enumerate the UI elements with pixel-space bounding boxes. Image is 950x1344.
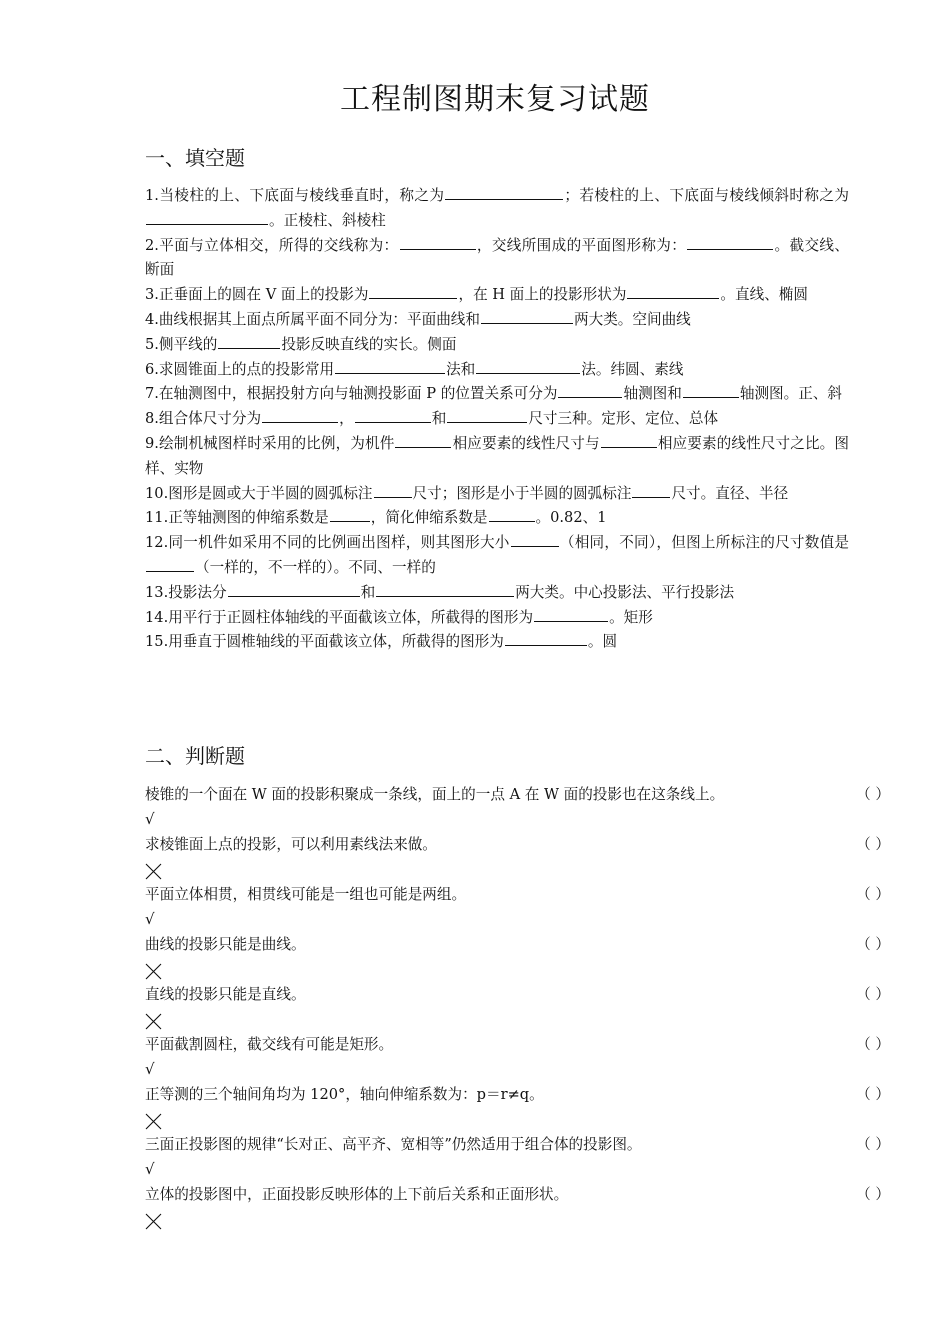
- answer-blank: [262, 408, 338, 423]
- fill-question-9: 9.绘制机械图样时采用的比例，为机件 相应要素的线性尺寸与 相应要素的线性尺寸之比。图样、实物: [145, 434, 849, 477]
- fill-question-15: 15.用垂直于圆椎轴线的平面截该立体，所截得的图形为 。圆: [145, 633, 618, 651]
- fill-question-10: 10.图形是圆或大于半圆的圆弧标注 尺寸；图形是小于半圆的圆弧标注 尺寸。直径、半径: [145, 484, 789, 502]
- cross-icon: [145, 1113, 162, 1130]
- answer-blank: [146, 557, 194, 572]
- judge-question-8: 三面正投影图的规律“长对正、高平齐、宽相等”仍然适用于组合体的投影图。 （ ）: [145, 1132, 890, 1157]
- answer-blank: [146, 210, 268, 225]
- cross-icon: [145, 963, 162, 980]
- answer-mark-check: √: [145, 1160, 155, 1178]
- answer-blank: [395, 433, 451, 448]
- cross-icon: [145, 863, 162, 880]
- fill-question-12: 12.同一机件如采用不同的比例画出图样，则其图形大小 （相同，不同），但图上所标注的尺寸数值是（一样的，不一样的）。不同、一样的: [145, 534, 849, 576]
- fill-question-2: 2.平面与立体相交，所得的交线称为： ，交线所围成的平面图形称为： 。截交线、断面: [145, 236, 849, 279]
- fill-question-1: 1.当棱柱的上、下底面与棱线垂直时，称之为 ；若棱柱的上、下底面与棱线倾斜时称之为。正棱柱、斜棱柱: [145, 187, 849, 229]
- judge-question-7: 正等测的三个轴间角均为 120°，轴向伸缩系数为：p＝r≠q。 （ ）: [145, 1082, 890, 1107]
- judge-question-5: 直线的投影只能是直线。 （ ）: [145, 982, 890, 1007]
- answer-parentheses: （ ）: [856, 1086, 890, 1103]
- answer-blank: [330, 507, 370, 522]
- judge-question-6: 平面截割圆柱，截交线有可能是矩形。 （ ）: [145, 1032, 890, 1057]
- cross-icon: [145, 1013, 162, 1030]
- section-true-false-heading: 二、判断题: [145, 744, 245, 768]
- answer-mark-cross: [145, 1007, 890, 1032]
- answer-blank: [376, 582, 514, 597]
- answer-parentheses: （ ）: [856, 1186, 890, 1203]
- answer-blank: [335, 359, 445, 374]
- answer-blank: [534, 607, 608, 622]
- judge-question-9: 立体的投影图中，正面投影反映形体的上下前后关系和正面形状。 （ ）: [145, 1182, 890, 1207]
- answer-parentheses: （ ）: [856, 886, 890, 903]
- answer-mark-check: √: [145, 810, 155, 828]
- answer-blank: [601, 433, 657, 448]
- answer-mark-check: √: [145, 910, 155, 928]
- answer-mark-check: √: [145, 1060, 155, 1078]
- judge-question-1: 棱锥的一个面在 W 面的投影积聚成一条线，面上的一点 A 在 W 面的投影也在这条线上。 （ ）: [145, 782, 890, 807]
- answer-mark-cross: [145, 857, 890, 882]
- answer-blank: [687, 235, 773, 250]
- fill-question-6: 6.求圆锥面上的点的投影常用 法和 法。纬圆、素线: [145, 360, 684, 378]
- fill-blank-questions: [145, 184, 849, 655]
- answer-blank: [369, 284, 457, 299]
- judge-question-2: 求棱锥面上点的投影，可以利用素线法来做。 （ ）: [145, 832, 890, 857]
- fill-question-7: 7.在轴测图中，根据投射方向与轴测投影面 P 的位置关系可分为 轴测图和 轴测图。正、斜: [145, 385, 843, 403]
- answer-blank: [355, 408, 431, 423]
- fill-question-4: 4.曲线根据其上面点所属平面不同分为：平面曲线和 两大类。空间曲线: [145, 310, 691, 328]
- answer-blank: [481, 309, 573, 324]
- section-fill-blank-heading: 一、填空题: [145, 146, 245, 170]
- answer-blank: [505, 631, 587, 646]
- answer-blank: [627, 284, 719, 299]
- answer-blank: [558, 383, 622, 398]
- answer-blank: [489, 507, 535, 522]
- judge-question-4: 曲线的投影只能是曲线。 （ ）: [145, 932, 890, 957]
- true-false-questions: [145, 782, 890, 1232]
- answer-blank: [447, 408, 527, 423]
- answer-blank: [683, 383, 739, 398]
- page-title: 工程制图期末复习试题: [340, 82, 650, 117]
- answer-mark-cross: [145, 1207, 890, 1232]
- judge-question-3: 平面立体相贯，相贯线可能是一组也可能是两组。 （ ）: [145, 882, 890, 907]
- answer-blank: [511, 532, 559, 547]
- fill-question-3: 3.正垂面上的圆在 V 面上的投影为 ，在 H 面上的投影形状为 。直线、椭圆: [145, 286, 808, 304]
- answer-mark-cross: [145, 1107, 890, 1132]
- fill-question-5: 5.侧平线的 投影反映直线的实长。侧面: [145, 335, 457, 353]
- answer-parentheses: （ ）: [856, 786, 890, 803]
- answer-blank: [445, 185, 563, 200]
- answer-parentheses: （ ）: [856, 936, 890, 953]
- fill-question-13: 13.投影法分 和 两大类。中心投影法、平行投影法: [145, 583, 735, 601]
- answer-blank: [400, 235, 476, 250]
- fill-question-11: 11.正等轴测图的伸缩系数是 ，简化伸缩系数是 。0.82、1: [145, 509, 607, 527]
- answer-blank: [374, 483, 412, 498]
- answer-parentheses: （ ）: [856, 1036, 890, 1053]
- answer-parentheses: （ ）: [856, 836, 890, 853]
- answer-blank: [632, 483, 670, 498]
- fill-question-8: 8.组合体尺寸分为 ， 和 尺寸三种。定形、定位、总体: [145, 410, 719, 428]
- fill-question-14: 14.用平行于正圆柱体轴线的平面截该立体，所截得的图形为 。矩形: [145, 608, 653, 626]
- answer-blank: [476, 359, 580, 374]
- answer-parentheses: （ ）: [856, 986, 890, 1003]
- cross-icon: [145, 1213, 162, 1230]
- answer-blank: [218, 334, 280, 349]
- answer-mark-cross: [145, 957, 890, 982]
- answer-blank: [228, 582, 360, 597]
- answer-parentheses: （ ）: [856, 1136, 890, 1153]
